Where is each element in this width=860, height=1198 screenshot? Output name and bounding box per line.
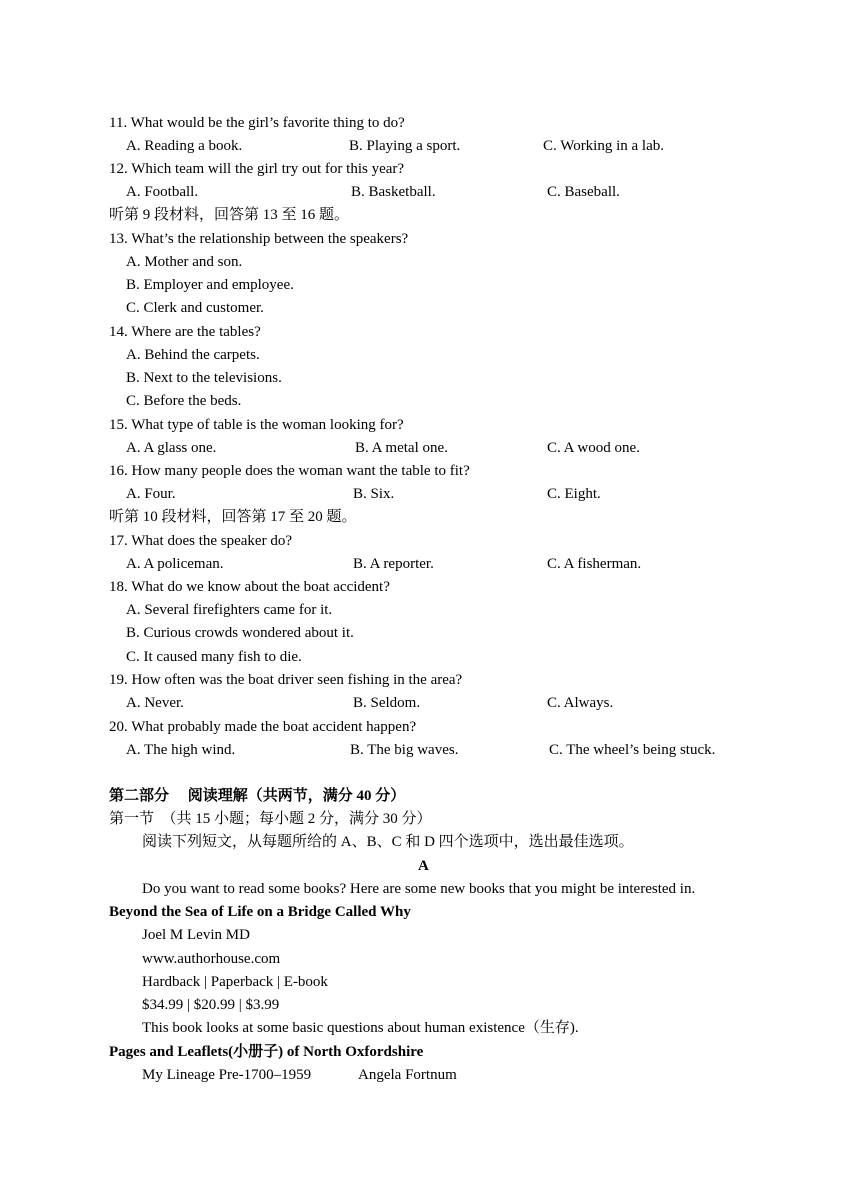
option-11-c: C. Working in a lab.: [543, 138, 665, 154]
option-17-a: A. A policeman.: [126, 556, 224, 572]
option-19-c: C. Always.: [547, 695, 614, 711]
question-13: 13. What’s the relationship between the speakers?: [109, 231, 409, 247]
question-14: 14. Where are the tables?: [109, 324, 261, 340]
book-1-author: Joel M Levin MD: [142, 927, 250, 943]
option-11-b: B. Playing a sport.: [349, 138, 461, 154]
option-18-a: A. Several firefighters came for it.: [126, 602, 333, 618]
option-12-c: C. Baseball.: [547, 184, 620, 200]
question-11: 11. What would be the girl’s favorite thing to do?: [109, 115, 405, 131]
question-15: 15. What type of table is the woman looking for?: [109, 417, 404, 433]
option-14-c: C. Before the beds.: [126, 393, 242, 409]
option-14-b: B. Next to the televisions.: [126, 370, 282, 386]
option-15-b: B. A metal one.: [355, 440, 448, 456]
option-12-b: B. Basketball.: [351, 184, 436, 200]
question-20: 20. What probably made the boat accident happen?: [109, 719, 417, 735]
book-2-lineage: My Lineage Pre-1700–1959: [142, 1067, 312, 1083]
option-18-c: C. It caused many fish to die.: [126, 649, 302, 665]
section-one-heading: 第一节 （共 15 小题；每小题 2 分，满分 30 分）: [109, 811, 432, 827]
option-15-a: A. A glass one.: [126, 440, 217, 456]
option-14-a: A. Behind the carpets.: [126, 347, 260, 363]
book-1-formats: Hardback | Paperback | E-book: [142, 974, 328, 990]
instruction-passage-10: 听第 10 段材料，回答第 17 至 20 题。: [109, 509, 357, 525]
option-17-b: B. A reporter.: [353, 556, 434, 572]
option-12-a: A. Football.: [126, 184, 199, 200]
option-19-b: B. Seldom.: [353, 695, 421, 711]
question-17: 17. What does the speaker do?: [109, 533, 292, 549]
option-20-b: B. The big waves.: [350, 742, 459, 758]
reading-instruction: 阅读下列短文，从每题所给的 A、B、C 和 D 四个选项中，选出最佳选项。: [142, 834, 634, 850]
instruction-passage-9: 听第 9 段材料，回答第 13 至 16 题。: [109, 207, 350, 223]
option-16-b: B. Six.: [353, 486, 395, 502]
book-1-prices: $34.99 | $20.99 | $3.99: [142, 997, 280, 1013]
option-19-a: A. Never.: [126, 695, 184, 711]
book-1-description: This book looks at some basic questions about human existence（生存).: [142, 1020, 579, 1036]
book-1-website: www.authorhouse.com: [142, 951, 281, 967]
passage-letter: A: [418, 858, 429, 874]
book-2-title: Pages and Leaflets(小册子) of North Oxfordshire: [109, 1044, 424, 1060]
question-16: 16. How many people does the woman want the table to fit?: [109, 463, 470, 479]
option-13-b: B. Employer and employee.: [126, 277, 294, 293]
question-18: 18. What do we know about the boat accident?: [109, 579, 390, 595]
book-2-author: Angela Fortnum: [358, 1067, 457, 1083]
option-15-c: C. A wood one.: [547, 440, 640, 456]
question-12: 12. Which team will the girl try out for this year?: [109, 161, 405, 177]
option-11-a: A. Reading a book.: [126, 138, 243, 154]
option-13-a: A. Mother and son.: [126, 254, 243, 270]
option-20-a: A. The high wind.: [126, 742, 236, 758]
option-16-a: A. Four.: [126, 486, 176, 502]
option-18-b: B. Curious crowds wondered about it.: [126, 625, 354, 641]
part-two-heading: 第二部分 阅读理解（共两节，满分 40 分）: [109, 788, 406, 804]
question-19: 19. How often was the boat driver seen fishing in the area?: [109, 672, 463, 688]
option-20-c: C. The wheel’s being stuck.: [549, 742, 716, 758]
option-16-c: C. Eight.: [547, 486, 601, 502]
passage-intro: Do you want to read some books? Here are some new books that you might be interested in.: [142, 881, 696, 897]
option-13-c: C. Clerk and customer.: [126, 300, 264, 316]
option-17-c: C. A fisherman.: [547, 556, 642, 572]
book-1-title: Beyond the Sea of Life on a Bridge Called Why: [109, 904, 411, 920]
